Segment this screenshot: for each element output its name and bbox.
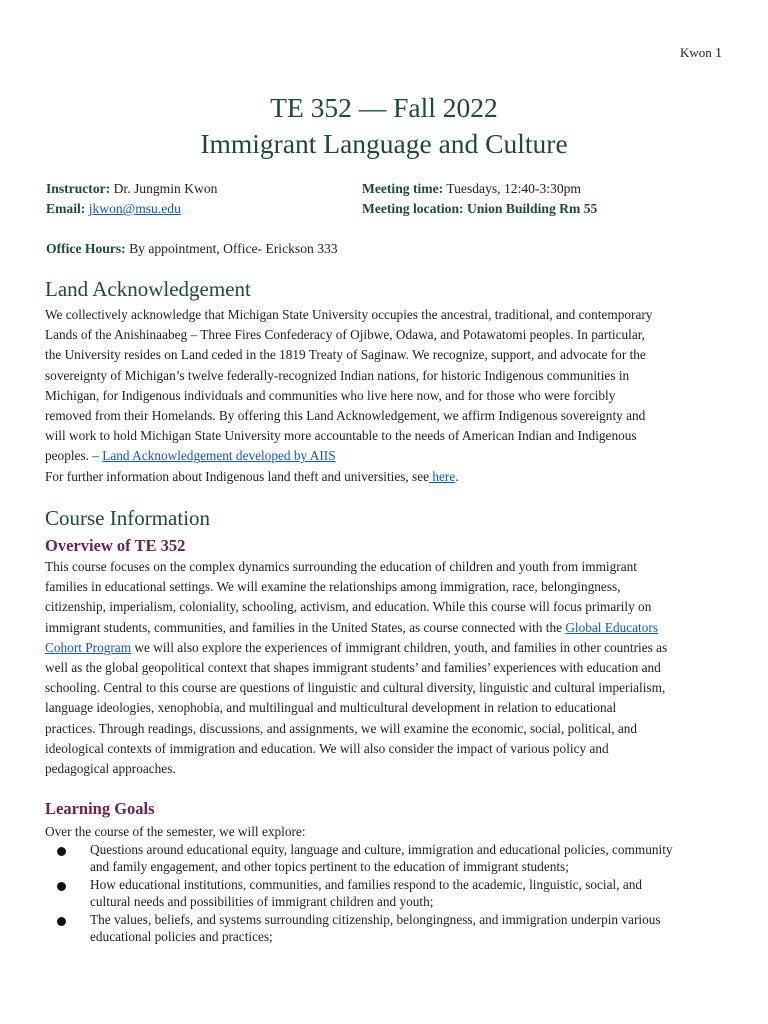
- list-item: [45, 842, 735, 875]
- paragraph-line: [45, 446, 735, 466]
- paragraph-line: We collectively acknowledge that Michigan State University occupies the ancestral, traditional, and contemporary: [45, 307, 653, 322]
- meeting-time-value: Tuesdays, 12:40-3:30pm: [446, 181, 582, 196]
- paragraph-line: practices. Through readings, discussions, and assignments, we will examine the economic, social, political, and: [45, 720, 638, 736]
- paragraph-line: citizenship, imperialism, coloniality, schooling, activism, and education. While this course will focus primarily on: [45, 599, 652, 615]
- paragraph-line-prefix: peoples. –: [45, 448, 103, 464]
- page-header: [680, 45, 722, 62]
- header-author: Kwon: [679, 45, 712, 60]
- email-label: Email:: [46, 201, 86, 216]
- list-item: [45, 877, 735, 910]
- course-information-heading: Course Information: [45, 506, 211, 530]
- land-acknowledgement-heading: Land Acknowledgement: [45, 277, 251, 301]
- overview-text: [45, 557, 735, 779]
- page-number: 1: [715, 46, 722, 61]
- paragraph-line: language ideologies, xenophobia, and multilingual and multicultural development in relation to educational: [45, 700, 617, 716]
- meeting-time: [362, 179, 581, 199]
- list-item: [45, 912, 735, 945]
- instructor-row: [46, 179, 582, 199]
- paragraph-line: schooling. Central to this course are questions of linguistic and cultural diversity, linguistic and cultural imperialism,: [45, 680, 666, 696]
- paragraph-line: [45, 618, 735, 638]
- paragraph-line: removed from their Homelands. By offering this Land Acknowledgement, we affirm Indigenous sovereignty and: [45, 408, 646, 424]
- paragraph-line-suffix: we will also explore the experiences of immigrant children, youth, and families in other countries as: [131, 639, 668, 655]
- paragraph-line: families in educational settings. We will examine the relationships among immigration, race, belongingness,: [45, 579, 621, 595]
- office-hours-label: Office Hours:: [46, 241, 126, 256]
- here-link[interactable]: here: [429, 468, 456, 484]
- aiis-link[interactable]: Land Acknowledgement developed by AIIS: [102, 448, 336, 464]
- further-info-text: For further information about Indigenous land theft and universities, see: [45, 468, 430, 484]
- paragraph-line: This course focuses on the complex dynamics surrounding the education of children and youth from immigrant: [45, 559, 637, 574]
- instructor-name: Dr. Jungmin Kwon: [113, 181, 218, 196]
- bullet-icon: [57, 882, 66, 891]
- global-educators-link[interactable]: Global Educators: [565, 619, 658, 635]
- list-item-line: cultural needs and possibilities of immigrant children and youth;: [90, 893, 434, 909]
- paragraph-line: the University resides on Land ceded in the 1819 Treaty of Saginaw. We recognize, support, and advocate for the: [45, 347, 646, 363]
- title-subject: Immigrant Language and Culture: [200, 128, 568, 159]
- learning-goals-intro: Over the course of the semester, we will explore:: [45, 824, 306, 839]
- meeting-time-label: Meeting time:: [362, 181, 444, 196]
- cohort-program-link[interactable]: Cohort Program: [45, 639, 132, 655]
- instructor-label: Instructor:: [46, 181, 111, 196]
- list-item-line: educational policies and practices;: [90, 928, 273, 944]
- list-item-line: and family engagement, and other topics pertinent to the education of immigrant students;: [90, 858, 569, 874]
- email-link[interactable]: jkwon@msu.edu: [88, 201, 181, 216]
- office-hours-value: By appointment, Office- Erickson 333: [129, 241, 338, 256]
- overview-heading: Overview of TE 352: [45, 536, 186, 555]
- bullet-icon: [57, 847, 66, 856]
- land-acknowledgement-text: [45, 305, 735, 487]
- period: .: [455, 468, 459, 484]
- paragraph-line: [45, 638, 735, 658]
- title-course: TE 352 — Fall 2022: [270, 92, 498, 123]
- paragraph-line: sovereignty of Michigan’s twelve federally-recognized Indian nations, for historic Indigenous communities in: [45, 367, 630, 383]
- paragraph-line-prefix: immigrant students, communities, and families in the United States, as course connected with the: [45, 619, 566, 635]
- meeting-location-label: Meeting location:: [362, 201, 464, 216]
- learning-goals-heading: Learning Goals: [45, 799, 155, 818]
- learning-goals-list: [45, 842, 735, 948]
- document-title: [0, 90, 768, 162]
- paragraph-line: [45, 467, 735, 487]
- paragraph-line: Lands of the Anishinaabeg – Three Fires Confederacy of Ojibwe, Odawa, and Potawatomi peoples. In particular,: [45, 327, 645, 343]
- email-row: [46, 199, 598, 219]
- office-hours-row: [46, 239, 338, 259]
- paragraph-line: well as the global geopolitical context that shapes immigrant students’ and families’ experiences with education and: [45, 660, 661, 676]
- bullet-icon: [57, 917, 66, 926]
- list-item-line: How educational institutions, communities, and families respond to the academic, linguistic, social, and: [90, 877, 643, 893]
- meeting-location-value: Union Building Rm 55: [466, 201, 598, 216]
- list-item-line: Questions around educational equity, language and culture, immigration and educational policies, community: [90, 842, 673, 857]
- paragraph-line: Michigan, for Indigenous individuals and communities who live here now, and for those who were forcibly: [45, 387, 616, 403]
- list-item-line: The values, beliefs, and systems surrounding citizenship, belongingness, and immigration underpin various: [90, 912, 661, 928]
- paragraph-line: will work to hold Michigan State University more accountable to the needs of American Indian and Indigenous: [45, 428, 637, 444]
- paragraph-line: ideological contexts of immigration and education. We will also consider the impact of various policy and: [45, 740, 609, 756]
- paragraph-line: pedagogical approaches.: [45, 761, 176, 777]
- meeting-location: [362, 199, 597, 219]
